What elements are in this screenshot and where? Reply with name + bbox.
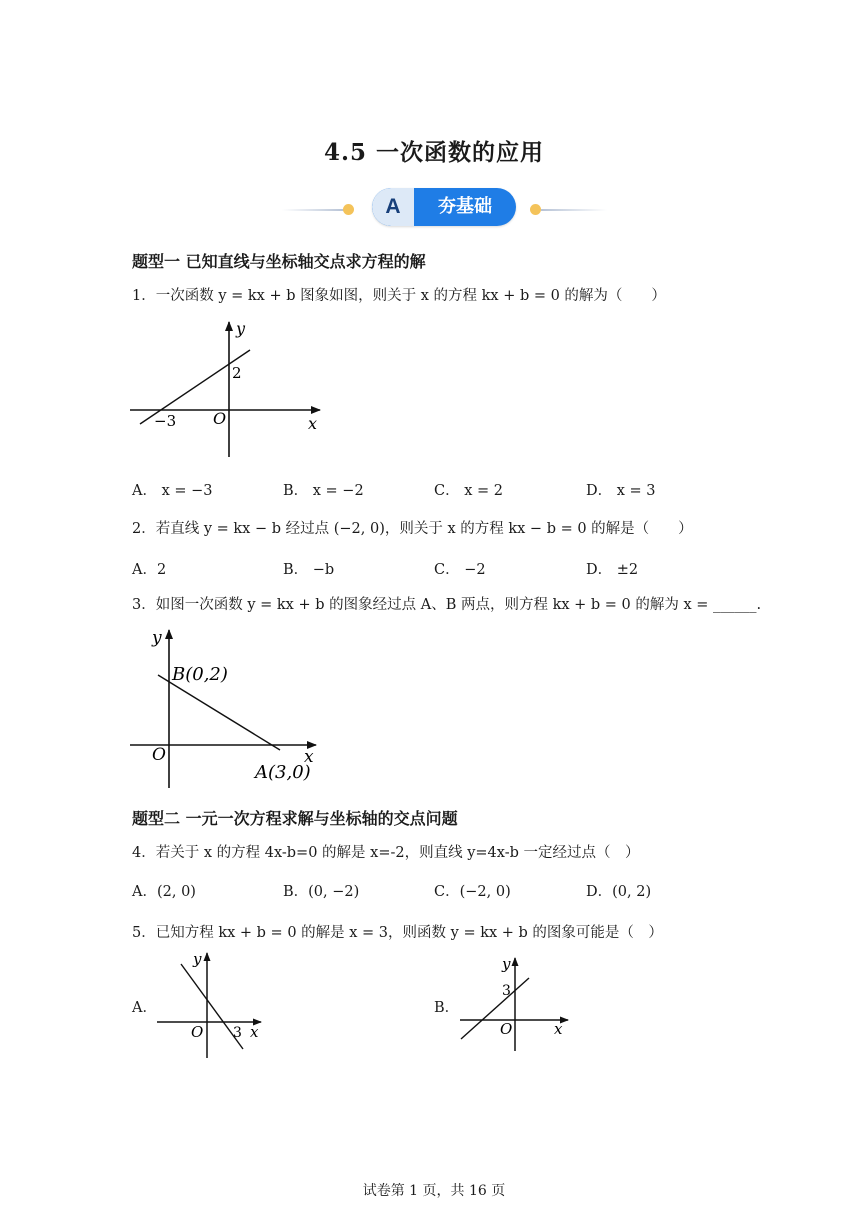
point-a-label: A(3,0) <box>255 762 311 783</box>
question-4-option-d[interactable]: D．(0, 2) <box>586 884 652 900</box>
y-mark-label: 3 <box>502 983 511 999</box>
question-1-option-d[interactable]: D． x = 3 <box>586 483 656 499</box>
question-5-option-a[interactable]: A． <box>132 1000 157 1016</box>
x-axis-label: x <box>304 747 314 767</box>
question-4-option-a[interactable]: A．(2, 0) <box>132 884 196 900</box>
banner-letter: A <box>372 188 414 226</box>
question-5-option-b[interactable]: B． <box>434 1000 460 1016</box>
question-2-option-a[interactable]: A．2 <box>132 562 167 578</box>
y-intercept-label: 2 <box>232 364 242 382</box>
origin-label: O <box>213 409 227 428</box>
x-axis-label: x <box>250 1023 259 1041</box>
page-title: 4.5 一次函数的应用 <box>323 139 545 166</box>
banner-right-dot <box>530 204 541 215</box>
question-5-graph-a[interactable] <box>155 950 270 1062</box>
question-5-graph-b[interactable] <box>458 955 573 1055</box>
banner-label: 夯基础 <box>438 196 492 217</box>
y-axis-label: y <box>236 320 246 338</box>
question-3-stem: 3．如图一次函数 y = kx + b 的图象经过点 A、B 两点，则方程 kx + b = 0 的解为 x = ______. <box>132 597 762 613</box>
question-5-stem: 5．已知方程 kx + b = 0 的解是 x = 3，则函数 y = kx + b 的图象可能是（ ） <box>132 925 663 941</box>
page-footer: 试卷第 1 页，共 16 页 <box>362 1183 506 1199</box>
y-axis-label: y <box>193 950 202 968</box>
question-2-option-b[interactable]: B． −b <box>283 562 335 578</box>
banner-right-line <box>541 209 607 211</box>
question-2-stem: 2．若直线 y = kx − b 经过点 (−2, 0)，则关于 x 的方程 kx − b = 0 的解是（ ） <box>132 521 693 537</box>
function-line <box>158 675 280 750</box>
question-4-option-b[interactable]: B．(0, −2) <box>283 884 360 900</box>
question-4-option-c[interactable]: C．(−2, 0) <box>434 884 511 900</box>
y-axis-label: y <box>152 628 162 648</box>
x-axis-label: x <box>308 414 318 433</box>
question-2-option-d[interactable]: D． ±2 <box>586 562 639 578</box>
x-mark-label: 3 <box>233 1025 242 1041</box>
question-2-option-c[interactable]: C． −2 <box>434 562 486 578</box>
origin-label: O <box>500 1020 513 1038</box>
banner-left-dot <box>343 204 354 215</box>
point-b-label: B(0,2) <box>172 664 228 685</box>
question-1-option-b[interactable]: B． x = −2 <box>283 483 364 499</box>
section-banner <box>372 188 516 226</box>
question-1-option-c[interactable]: C． x = 2 <box>434 483 503 499</box>
origin-label: O <box>152 745 166 765</box>
y-axis-label: y <box>502 955 511 973</box>
question-1-graph <box>130 320 330 462</box>
question-4-stem: 4．若关于 x 的方程 4x-b=0 的解是 x=-2，则直线 y=4x-b 一定经过点（ ） <box>132 845 640 861</box>
section-heading-1: 题型一 已知直线与坐标轴交点求方程的解 <box>132 252 426 271</box>
x-axis-label: x <box>554 1020 563 1038</box>
origin-label: O <box>191 1023 204 1041</box>
section-heading-2: 题型二 一元一次方程求解与坐标轴的交点问题 <box>132 809 458 828</box>
function-line <box>461 978 529 1039</box>
x-intercept-label: −3 <box>154 412 177 430</box>
question-3-graph <box>130 628 330 790</box>
banner-left-line <box>282 209 344 211</box>
question-1-stem: 1．一次函数 y = kx + b 图象如图，则关于 x 的方程 kx + b = 0 的解为（ ） <box>132 288 666 304</box>
question-1-option-a[interactable]: A． x = −3 <box>132 483 213 499</box>
